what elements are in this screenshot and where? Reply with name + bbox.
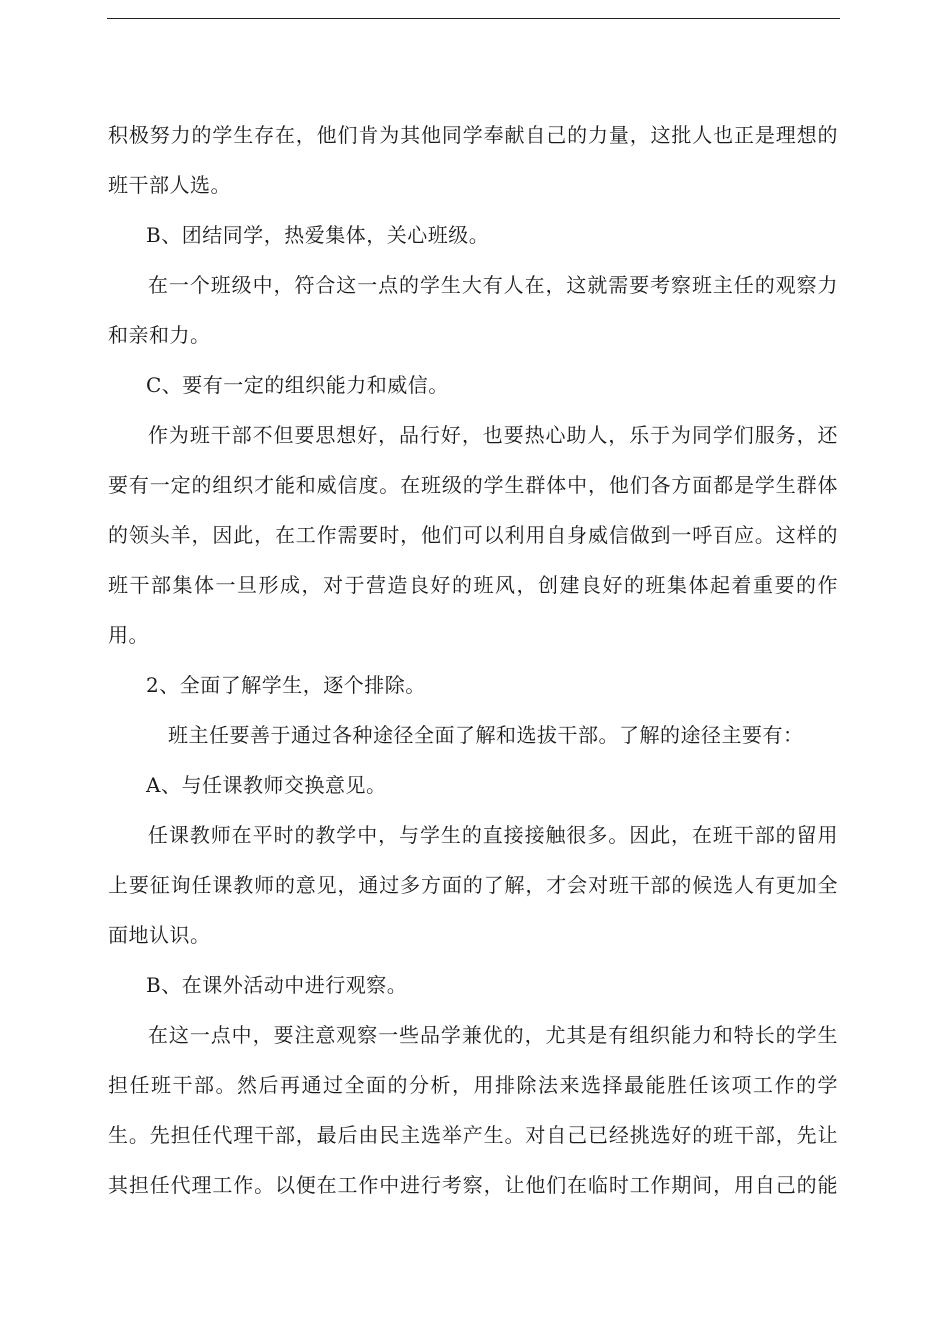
paragraph-line: 用。 — [108, 623, 149, 647]
paragraph-line: 班干部人选。 — [108, 173, 231, 197]
section-heading: C、要有一定的组织能力和威信。 — [146, 373, 449, 397]
section-heading: B、团结同学，热爱集体，关心班级。 — [146, 223, 490, 247]
paragraph-line: 要有一定的组织才能和威信度。在班级的学生群体中，他们各方面都是学生群体 — [108, 473, 838, 497]
document-body — [108, 110, 838, 1210]
section-heading: B、在课外活动中进行观察。 — [146, 973, 408, 997]
paragraph-line: 其担任代理工作。以便在工作中进行考察，让他们在临时工作期间，用自己的能 — [108, 1173, 838, 1197]
paragraph-line: 班干部集体一旦形成，对于营造良好的班风，创建良好的班集体起着重要的作 — [108, 573, 838, 597]
paragraph-line: 担任班干部。然后再通过全面的分析，用排除法来选择最能胜任该项工作的学 — [108, 1073, 838, 1097]
paragraph-line: 的领头羊，因此，在工作需要时，他们可以利用自身威信做到一呼百应。这样的 — [108, 523, 838, 547]
paragraph-line: 上要征询任课教师的意见，通过多方面的了解，才会对班干部的候选人有更加全 — [108, 873, 838, 897]
section-heading: 2、全面了解学生，逐个排除。 — [146, 673, 426, 697]
paragraph-line: 面地认识。 — [108, 923, 211, 947]
paragraph-line: 作为班干部不但要思想好，品行好，也要热心助人，乐于为同学们服务，还 — [148, 423, 838, 447]
paragraph-line: 和亲和力。 — [108, 323, 211, 347]
header-rule — [107, 18, 840, 19]
section-heading: A、与任课教师交换意见。 — [146, 773, 387, 797]
paragraph-line: 在这一点中，要注意观察一些品学兼优的，尤其是有组织能力和特长的学生 — [148, 1023, 838, 1047]
paragraph-line: 在一个班级中，符合这一点的学生大有人在，这就需要考察班主任的观察力 — [148, 273, 838, 297]
paragraph-line: 生。先担任代理干部，最后由民主选举产生。对自己已经挑选好的班干部，先让 — [108, 1123, 838, 1147]
paragraph-line: 任课教师在平时的教学中，与学生的直接接触很多。因此，在班干部的留用 — [148, 823, 838, 847]
paragraph-line: 积极努力的学生存在，他们肯为其他同学奉献自己的力量，这批人也正是理想的 — [108, 123, 838, 147]
paragraph-line: 班主任要善于通过各种途径全面了解和选拔干部。了解的途径主要有： — [168, 723, 804, 747]
